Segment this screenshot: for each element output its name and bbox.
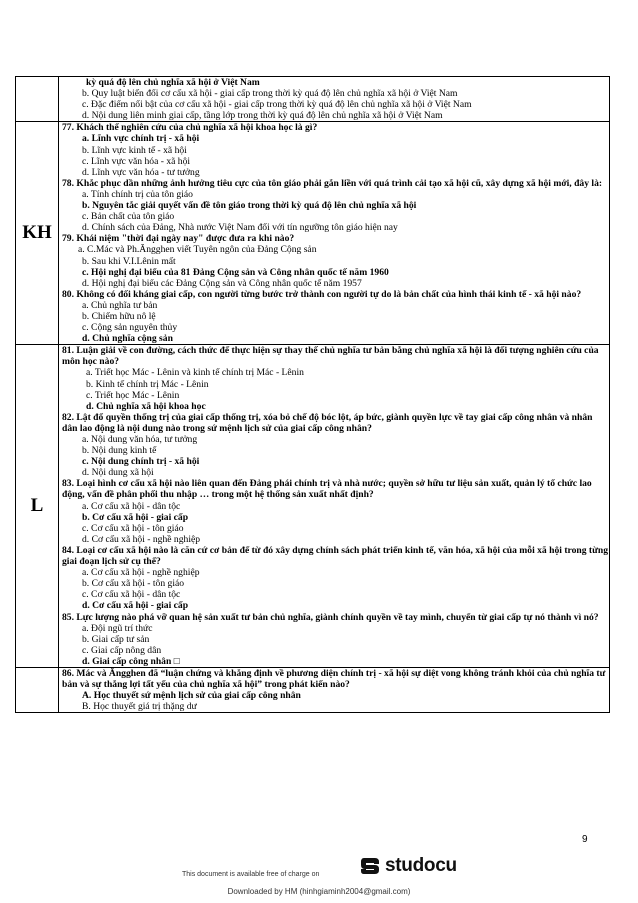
answer-option: b. Quy luật biến đổi cơ cấu xã hội - giai cấp trong thời kỳ quá độ lên chủ nghĩa xã hội ở Việt Nam xyxy=(82,88,458,100)
answer-option: d. Chính sách của Đảng, Nhà nước Việt Nam đối với tín ngưỡng tôn giáo hiện nay xyxy=(82,222,398,234)
answer-option: a. Đội ngũ trí thức xyxy=(82,622,153,634)
answer-option: c. Hội nghị đại biểu của 81 Đảng Cộng sản và Công nhân quốc tế năm 1960 xyxy=(82,266,389,278)
answer-option: d. Chủ nghĩa cộng sản xyxy=(82,333,173,345)
answer-option: c. Giai cấp nông dân xyxy=(82,644,162,656)
table-row xyxy=(16,345,610,668)
answer-option: a. Cơ cấu xã hội - dân tộc xyxy=(82,500,181,512)
answer-option: b. Nội dung kinh tế xyxy=(82,445,157,457)
answer-option: a. Lĩnh vực chính trị - xã hội xyxy=(82,133,200,145)
answer-option: b. Chiếm hữu nô lệ xyxy=(82,310,156,322)
page-number: 9 xyxy=(582,834,588,845)
answer-option: a. Triết học Mác - Lênin và kinh tế chính trị Mác - Lênin xyxy=(86,367,304,379)
row-content-top xyxy=(59,77,610,122)
answer-option: d. Giai cấp công nhân □ xyxy=(82,655,180,667)
row-letter-cell xyxy=(16,667,59,712)
answer-option: d. Cơ cấu xã hội - giai cấp xyxy=(82,600,189,612)
row-content-l xyxy=(59,345,610,668)
section-letter-l: L xyxy=(16,345,59,668)
question-82: 82. Lật đổ quyền thống trị của giai cấp thống trị, xóa bỏ chế độ bóc lột, áp bức, giành quyền lực về tay giai cấp công nhân và nhân dân lao động là nội dung nào trong sứ mệnh lịch sử của giai cấp công nhân? xyxy=(62,411,593,434)
answer-option: b. Cơ cấu xã hội - giai cấp xyxy=(82,511,189,523)
answer-option: d. Nội dung liên minh giai cấp, tầng lớp trong thời kỳ quá độ lên chủ nghĩa xã hội ở Việt Nam xyxy=(82,110,443,122)
answer-option: a. Tính chính trị của tôn giáo xyxy=(82,188,193,200)
row-content-bottom xyxy=(59,667,610,712)
answer-option: d. Hội nghị đại biểu các Đảng Cộng sản và Công nhân quốc tế năm 1957 xyxy=(82,277,362,289)
question-81: 81. Luận giải về con đường, cách thức để thực hiện sự thay thế chủ nghĩa tư bản bằng chủ nghĩa xã hội là đối tượng nghiên cứu của môn học nào? xyxy=(62,345,599,368)
answer-option: c. Cộng sản nguyên thủy xyxy=(82,322,178,334)
answer-option: d. Lĩnh vực văn hóa - tư tưởng xyxy=(82,166,200,178)
table-row xyxy=(16,667,610,712)
answer-option: B. Học thuyết giá trị thặng dư xyxy=(82,701,197,713)
footer-availability-note: This document is available free of charge on xyxy=(182,871,320,878)
answer-option: a. Cơ cấu xã hội - nghề nghiệp xyxy=(82,567,200,579)
answer-option: c. Triết học Mác - Lênin xyxy=(86,389,180,401)
row-letter-cell xyxy=(16,77,59,122)
question-86: 86. Mác và Ăngghen đã “luận chứng và khẳng định về phương diện chính trị - xã hội sự diệt vong không tránh khỏi của chủ nghĩa tư bản và sự thắng lợi tất yếu của chủ nghĩa xã hội” trong phát kiến nào? xyxy=(62,667,606,691)
studocu-logo-text: studocu xyxy=(385,855,457,876)
text-line: kỳ quá độ lên chủ nghĩa xã hội ở Việt Nam xyxy=(86,77,260,88)
answer-option: c. Bản chất của tôn giáo xyxy=(82,211,175,223)
answer-option: c. Đặc điểm nổi bật của cơ cấu xã hội - giai cấp trong thời kỳ quá độ lên chủ nghĩa xã hội ở Việt Nam xyxy=(82,99,472,111)
answer-option: c. Cơ cấu xã hội - tôn giáo xyxy=(82,522,184,534)
row-content-kh xyxy=(59,122,610,345)
answer-option: a. C.Mác và Ph.Ăngghen viết Tuyên ngôn của Đảng Cộng sản xyxy=(78,244,317,256)
answer-option: b. Nguyên tắc giải quyết vấn đề tôn giáo trong thời kỳ quá độ lên chủ nghĩa xã hội xyxy=(82,200,417,212)
answer-option: d. Cơ cấu xã hội - nghề nghiệp xyxy=(82,533,201,545)
question-table xyxy=(15,76,610,713)
question-78: 78. Khắc phục dần những ảnh hưởng tiêu cực của tôn giáo phải gắn liền với quá trình cải tạo xã hội cũ, xây dựng xã hội mới, đây là: xyxy=(62,177,603,189)
studocu-logo[interactable] xyxy=(360,855,457,877)
answer-option: b. Giai cấp tư sản xyxy=(82,633,150,645)
answer-option: c. Cơ cấu xã hội - dân tộc xyxy=(82,589,181,601)
answer-option: c. Lĩnh vực văn hóa - xã hội xyxy=(82,155,191,167)
answer-option: d. Chủ nghĩa xã hội khoa học xyxy=(86,400,206,412)
answer-option: c. Nội dung chính trị - xã hội xyxy=(82,456,200,468)
table-row xyxy=(16,77,610,122)
question-83: 83. Loại hình cơ cấu xã hội nào liên quan đến Đảng phái chính trị và nhà nước; quyền sở hữu tư liệu sản xuất, quản lý tổ chức lao động, vấn đề phân phối thu nhập … trong một hệ thống sản xuất nhất định? xyxy=(62,478,592,501)
section-letter-kh: KH xyxy=(16,122,59,345)
answer-option: A. Học thuyết sứ mệnh lịch sử của giai cấp công nhân xyxy=(82,690,301,702)
answer-option: b. Lĩnh vực kinh tế - xã hội xyxy=(82,144,187,156)
download-note: Downloaded by HM (hinhgiaminh2004@gmail.com) xyxy=(227,887,411,896)
studocu-logo-icon xyxy=(360,856,382,876)
question-79: 79. Khái niệm "thời đại ngày nay" được đưa ra khi nào? xyxy=(62,233,295,245)
answer-option: b. Cơ cấu xã hội - tôn giáo xyxy=(82,578,185,590)
question-84: 84. Loại cơ cấu xã hội nào là căn cứ cơ bản để từ đó xây dựng chính sách phát triển kinh tế, văn hóa, xã hội của mỗi xã hội trong từng giai đoạn lịch sử cụ thể? xyxy=(62,544,609,568)
question-80: 80. Không có đối kháng giai cấp, con người từng bước trở thành con người tự do là bản chất của hình thái kinh tế - xã hội nào? xyxy=(62,288,582,300)
question-77: 77. Khách thể nghiên cứu của chủ nghĩa xã hội khoa học là gì? xyxy=(62,122,318,134)
answer-option: a. Chủ nghĩa tư bản xyxy=(82,299,158,311)
table-row xyxy=(16,122,610,345)
answer-option: a. Nội dung văn hóa, tư tưởng xyxy=(82,434,198,445)
answer-option: d. Nội dung xã hội xyxy=(82,467,154,479)
answer-option: b. Kinh tế chính trị Mác - Lênin xyxy=(86,378,209,390)
answer-option: b. Sau khi V.I.Lênin mất xyxy=(82,255,176,267)
question-85: 85. Lực lượng nào phá vỡ quan hệ sản xuất tư bản chủ nghĩa, giành chính quyền về tay mình, chuyển từ giai cấp tự nó thành vì nó? xyxy=(62,611,599,623)
